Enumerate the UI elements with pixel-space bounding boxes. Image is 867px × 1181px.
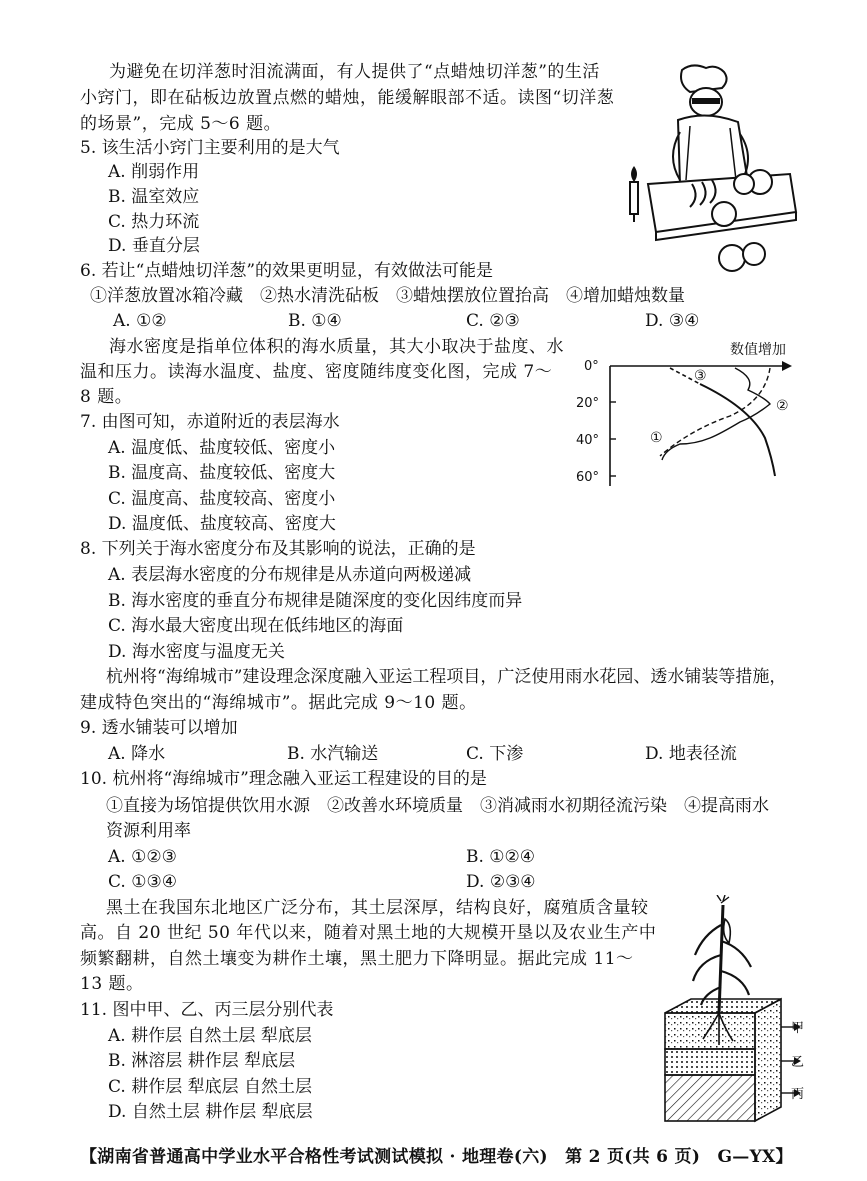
chart-top-label: 数值增加 xyxy=(730,342,786,358)
q5-option-b: B. 温室效应 xyxy=(108,187,200,207)
q11-option-c: C. 耕作层 犁底层 自然土层 xyxy=(108,1077,313,1097)
passage-line: 温和压力。读海水温度、盐度、密度随纬度变化图，完成 7～ xyxy=(80,362,553,382)
q10-option-a: A. ①②③ xyxy=(108,847,177,867)
passage-line: 建成特色突出的“海绵城市”。据此完成 9～10 题。 xyxy=(80,693,477,713)
series-marker-3: ③ xyxy=(694,368,707,384)
q8-option-a: A. 表层海水密度的分布规律是从赤道向两极递减 xyxy=(108,565,472,585)
lat-tick-0: 0° xyxy=(584,359,599,374)
q7-option-b: B. 温度高、盐度较低、密度大 xyxy=(108,463,336,483)
passage-line: 小窍门，即在砧板边放置点燃的蜡烛，能缓解眼部不适。读图“切洋葱 xyxy=(80,88,615,108)
passage-line: 黑土在我国东北地区广泛分布，其土层深厚，结构良好，腐殖质含量较 xyxy=(106,898,649,918)
q9-option-b: B. 水汽输送 xyxy=(287,744,379,764)
question-7-stem: 7. 由图可知，赤道附近的表层海水 xyxy=(80,412,340,432)
q9-option-c: C. 下渗 xyxy=(466,744,524,764)
q5-option-c: C. 热力环流 xyxy=(108,212,200,232)
lat-tick-60: 60° xyxy=(576,470,600,485)
passage-line: 13 题。 xyxy=(80,974,144,994)
q9-option-d: D. 地表径流 xyxy=(645,744,737,764)
q10-items-line1: ①直接为场馆提供饮用水源 ②改善水环境质量 ③消减雨水初期径流污染 ④提高雨水 xyxy=(106,796,769,816)
passage-line: 海水密度是指单位体积的海水质量，其大小取决于盐度、水 xyxy=(109,337,564,357)
q5-option-d: D. 垂直分层 xyxy=(108,236,200,256)
q9-option-a: A. 降水 xyxy=(108,744,166,764)
lat-tick-40: 40° xyxy=(576,433,600,448)
question-11-stem: 11. 图中甲、乙、丙三层分别代表 xyxy=(80,1000,334,1020)
passage-line: 的场景”，完成 5～6 题。 xyxy=(80,114,282,134)
question-6-stem: 6. 若让“点蜡烛切洋葱”的效果更明显，有效做法可能是 xyxy=(80,261,494,281)
lat-tick-20: 20° xyxy=(576,396,600,411)
q11-option-d: D. 自然土层 耕作层 犁底层 xyxy=(108,1102,313,1122)
question-10-stem: 10. 杭州将“海绵城市”理念融入亚运工程建设的目的是 xyxy=(80,769,487,789)
q6-option-b: B. ①④ xyxy=(288,311,342,331)
q10-items-line2: 资源利用率 xyxy=(106,821,191,841)
soil-label-yi: 乙 xyxy=(791,1055,805,1070)
passage-line: 8 题。 xyxy=(80,387,133,407)
q7-option-d: D. 温度低、盐度较高、密度大 xyxy=(108,514,336,534)
page-footer: 【湖南省普通高中学业水平合格性考试测试模拟 · 地理卷(六) 第 2 页(共 6 页) G—YX】 xyxy=(80,1147,793,1167)
q7-option-c: C. 温度高、盐度较高、密度小 xyxy=(108,489,336,509)
series-3-solid xyxy=(700,384,775,476)
series-2-line xyxy=(662,368,770,460)
series-1-line xyxy=(660,368,770,456)
question-5-stem: 5. 该生活小窍门主要利用的是大气 xyxy=(80,138,340,158)
q5-option-a: A. 削弱作用 xyxy=(108,162,200,182)
q10-option-d: D. ②③④ xyxy=(466,872,536,892)
q8-option-c: C. 海水最大密度出现在低纬地区的海面 xyxy=(108,616,404,636)
q7-option-a: A. 温度低、盐度较低、密度小 xyxy=(108,438,336,458)
q10-option-b: B. ①②④ xyxy=(466,847,536,867)
question-8-stem: 8. 下列关于海水密度分布及其影响的说法，正确的是 xyxy=(80,539,476,559)
onion-cutting-illustration xyxy=(620,62,800,287)
passage-line: 为避免在切洋葱时泪流满面，有人提供了“点蜡烛切洋葱”的生活 xyxy=(109,62,600,82)
seawater-latitude-chart xyxy=(560,338,820,498)
soil-label-bing: 丙 xyxy=(791,1087,805,1102)
series-marker-1: ① xyxy=(650,430,663,446)
series-marker-2: ② xyxy=(776,398,789,414)
passage-line: 频繁翻耕，自然土壤变为耕作土壤，黑土肥力下降明显。据此完成 11～ xyxy=(80,949,634,969)
q6-option-a: A. ①② xyxy=(113,311,167,331)
soil-label-jia: 甲 xyxy=(791,1021,805,1036)
q10-option-c: C. ①③④ xyxy=(108,872,177,892)
q6-option-c: C. ②③ xyxy=(466,311,520,331)
q6-option-d: D. ③④ xyxy=(645,311,700,331)
soil-profile-illustration xyxy=(655,895,815,1135)
q11-option-b: B. 淋溶层 耕作层 犁底层 xyxy=(108,1051,296,1071)
passage-line: 高。自 20 世纪 50 年代以来，随着对黑土地的大规模开垦以及农业生产中 xyxy=(80,923,657,943)
passage-line: 杭州将“海绵城市”建设理念深度融入亚运工程项目，广泛使用雨水花园、透水铺装等措施， xyxy=(106,667,787,687)
question-9-stem: 9. 透水铺装可以增加 xyxy=(80,718,238,738)
q8-option-d: D. 海水密度与温度无关 xyxy=(108,642,285,662)
q11-option-a: A. 耕作层 自然土层 犁底层 xyxy=(108,1026,312,1046)
q8-option-b: B. 海水密度的垂直分布规律是随深度的变化因纬度而异 xyxy=(108,591,523,611)
q6-items: ①洋葱放置冰箱冷藏 ②热水清洗砧板 ③蜡烛摆放位置抬高 ④增加蜡烛数量 xyxy=(90,286,685,306)
